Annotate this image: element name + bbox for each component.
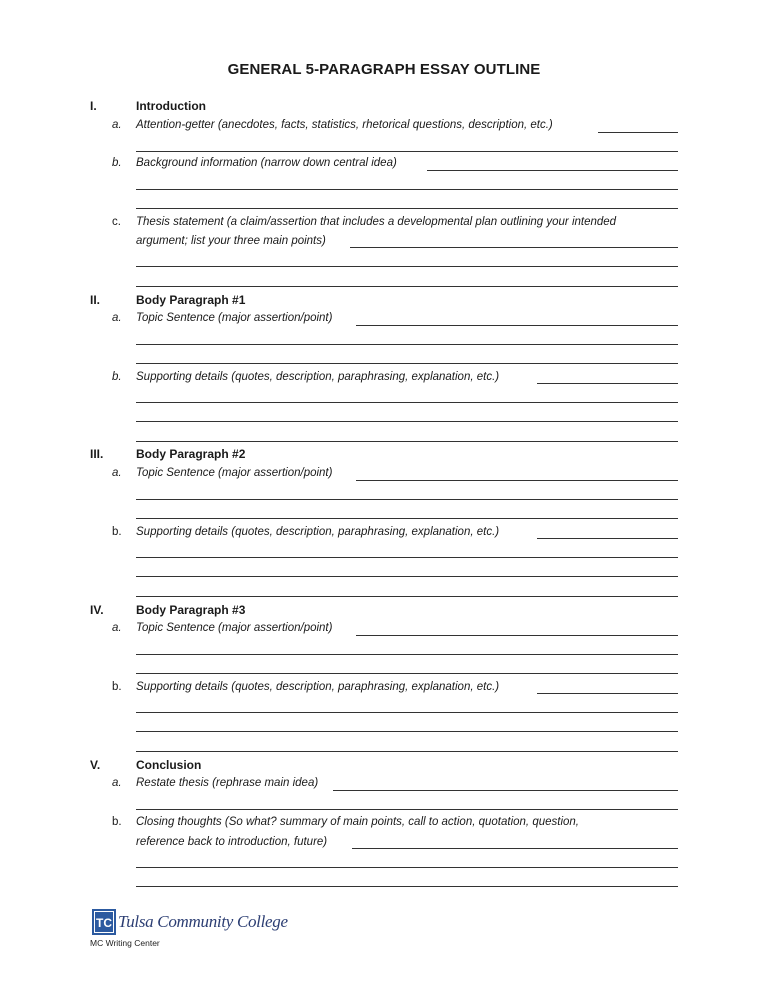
answer-line[interactable] bbox=[136, 731, 678, 732]
section-heading: Introduction bbox=[136, 99, 206, 113]
answer-line[interactable] bbox=[136, 286, 678, 287]
answer-line[interactable] bbox=[136, 208, 678, 209]
item-prompt: Topic Sentence (major assertion/point) bbox=[136, 622, 333, 634]
item-prompt: Supporting details (quotes, description, paraphrasing, explanation, etc.) bbox=[136, 526, 500, 538]
college-name: Tulsa Community College bbox=[118, 912, 288, 931]
answer-line[interactable] bbox=[352, 848, 678, 849]
item-letter: a. bbox=[112, 312, 122, 324]
item-prompt: Attention-getter (anecdotes, facts, statistics, rhetorical questions, description, etc.) bbox=[136, 119, 553, 131]
item-prompt: Topic Sentence (major assertion/point) bbox=[136, 312, 333, 324]
answer-line[interactable] bbox=[537, 538, 678, 539]
item-letter: a. bbox=[112, 777, 122, 789]
item-prompt: Restate thesis (rephrase main idea) bbox=[136, 777, 319, 789]
answer-line[interactable] bbox=[598, 132, 678, 133]
answer-line[interactable] bbox=[356, 325, 678, 326]
item-prompt: Background information (narrow down central idea) bbox=[136, 157, 397, 169]
page-title: GENERAL 5-PARAGRAPH ESSAY OUTLINE bbox=[227, 61, 541, 78]
item-prompt: Closing thoughts (So what? summary of main points, call to action, quotation, question, bbox=[136, 816, 579, 828]
answer-line[interactable] bbox=[136, 363, 678, 364]
item-prompt-continued: reference back to introduction, future) bbox=[136, 836, 328, 848]
item-prompt: Topic Sentence (major assertion/point) bbox=[136, 467, 333, 479]
answer-line[interactable] bbox=[136, 499, 678, 500]
item-letter: b. bbox=[112, 681, 122, 693]
answer-line[interactable] bbox=[136, 886, 678, 887]
answer-line[interactable] bbox=[136, 712, 678, 713]
answer-line[interactable] bbox=[356, 480, 678, 481]
answer-line[interactable] bbox=[136, 557, 678, 558]
item-letter: c. bbox=[112, 216, 121, 228]
answer-line[interactable] bbox=[537, 383, 678, 384]
item-prompt: Supporting details (quotes, description, paraphrasing, explanation, etc.) bbox=[136, 681, 500, 693]
answer-line[interactable] bbox=[136, 596, 678, 597]
writing-center-label: MC Writing Center bbox=[90, 938, 160, 948]
answer-line[interactable] bbox=[350, 247, 678, 248]
answer-line[interactable] bbox=[136, 344, 678, 345]
answer-line[interactable] bbox=[356, 635, 678, 636]
answer-line[interactable] bbox=[136, 576, 678, 577]
section-heading: Body Paragraph #3 bbox=[136, 603, 246, 617]
answer-line[interactable] bbox=[427, 170, 678, 171]
item-letter: b. bbox=[112, 157, 122, 169]
answer-line[interactable] bbox=[136, 402, 678, 403]
answer-line[interactable] bbox=[136, 751, 678, 752]
item-letter: b. bbox=[112, 816, 122, 828]
section-heading: Body Paragraph #2 bbox=[136, 447, 246, 461]
item-prompt: Thesis statement (a claim/assertion that includes a developmental plan outlining your intended bbox=[136, 216, 617, 228]
answer-line[interactable] bbox=[136, 189, 678, 190]
answer-line[interactable] bbox=[333, 790, 678, 791]
item-letter: b. bbox=[112, 526, 122, 538]
answer-line[interactable] bbox=[537, 693, 678, 694]
item-letter: a. bbox=[112, 467, 122, 479]
section-heading: Conclusion bbox=[136, 758, 202, 772]
answer-line[interactable] bbox=[136, 673, 678, 674]
section-numeral: I. bbox=[90, 99, 97, 113]
tcc-logo-icon bbox=[92, 909, 116, 935]
section-numeral: III. bbox=[90, 447, 104, 461]
answer-line[interactable] bbox=[136, 421, 678, 422]
section-numeral: II. bbox=[90, 293, 101, 307]
answer-line[interactable] bbox=[136, 266, 678, 267]
section-numeral: V. bbox=[90, 758, 101, 772]
item-prompt: Supporting details (quotes, description, paraphrasing, explanation, etc.) bbox=[136, 371, 500, 383]
answer-line[interactable] bbox=[136, 518, 678, 519]
item-letter: b. bbox=[112, 371, 122, 383]
logo-letters: TC bbox=[96, 916, 112, 930]
answer-line[interactable] bbox=[136, 151, 678, 152]
answer-line[interactable] bbox=[136, 867, 678, 868]
item-prompt-continued: argument; list your three main points) bbox=[136, 235, 326, 247]
item-letter: a. bbox=[112, 622, 122, 634]
section-heading: Body Paragraph #1 bbox=[136, 293, 246, 307]
item-letter: a. bbox=[112, 119, 122, 131]
answer-line[interactable] bbox=[136, 809, 678, 810]
answer-line[interactable] bbox=[136, 441, 678, 442]
answer-line[interactable] bbox=[136, 654, 678, 655]
section-numeral: IV. bbox=[90, 603, 104, 617]
